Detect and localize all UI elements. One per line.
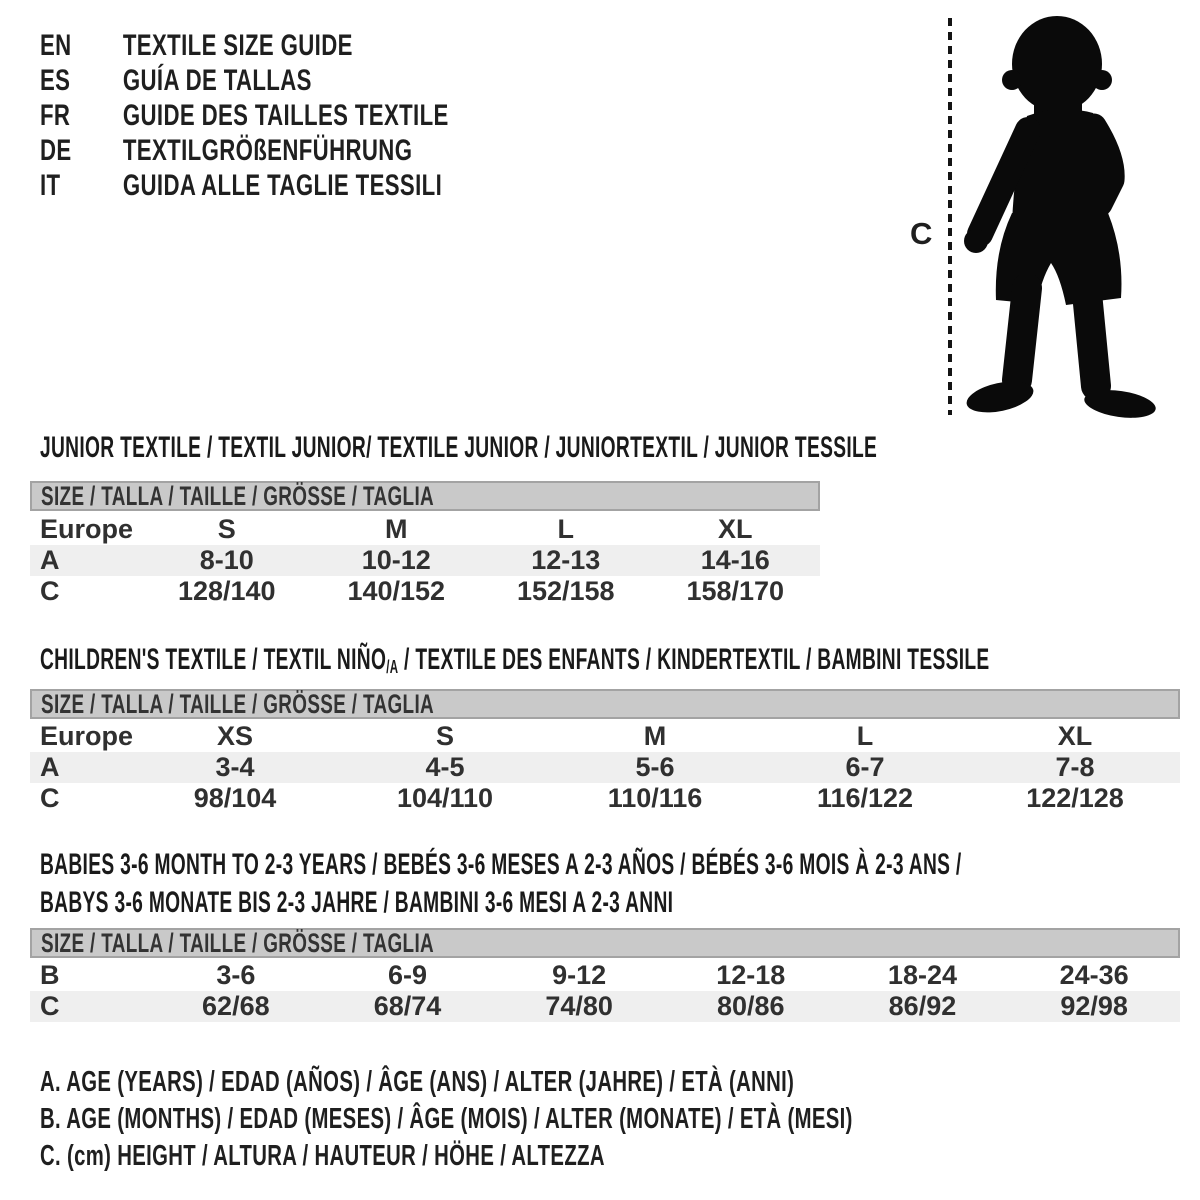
lang-code: IT [40,169,61,202]
table-row-age-months [30,960,1180,991]
lang-code: EN [40,29,72,62]
lang-title: GUIDA ALLE TAGLIE TESSILI [122,169,443,202]
size-cell: 14-16 [651,545,821,576]
size-cell: 3-4 [130,752,340,783]
lang-title: GUÍA DE TALLAS [122,64,312,97]
table-row-europe [30,721,1180,752]
section-title-text: CHILDREN'S TEXTILE / TEXTIL NIÑO/A / TEXTILE DES ENFANTS / KINDERTEXTIL / BAMBINI TESSILE [40,643,990,677]
babies-size-table [30,960,1180,1022]
size-cell: 12-18 [716,960,786,990]
size-cell: 10-12 [312,545,482,576]
title-subscript: /A [386,656,399,677]
section-title-text: JUNIOR TEXTILE / TEXTIL JUNIOR/ TEXTILE JUNIOR / JUNIORTEXTIL / JUNIOR TESSILE [40,431,878,464]
size-cell: 4-5 [340,752,550,783]
lang-code: DE [40,134,72,167]
size-cell: 140/152 [347,576,446,606]
size-cell: 104/110 [396,783,494,813]
toddler-figure [900,8,1170,423]
junior-size-table [30,514,820,607]
size-cell: 80/86 [665,991,837,1022]
lang-code: ES [40,64,71,97]
size-cell: S [435,721,454,751]
height-label-c: C [910,216,933,251]
lang-row-en [40,28,592,63]
table-row-age-years [30,752,1180,783]
size-cell: 98/104 [193,783,277,813]
size-cell: M [643,721,667,751]
size-cell: 158/170 [686,576,785,606]
size-cell: 62/68 [150,991,322,1022]
size-header-label: SIZE / TALLA / TAILLE / GRÖSSE / TAGLIA [41,928,435,958]
row-label: C [40,783,60,813]
lang-title: TEXTILGRÖßENFÜHRUNG [122,134,413,167]
size-cell: 74/80 [493,991,665,1022]
row-label: B [40,960,60,990]
size-cell: 86/92 [837,991,1009,1022]
row-label: C [30,991,150,1022]
section-title-line2: BABYS 3-6 MONATE BIS 2-3 JAHRE / BAMBINI 3-6 MESI A 2-3 ANNI [40,886,674,919]
table-row-height [30,783,1180,814]
section-title-babies [40,846,1200,922]
size-cell: L [557,514,574,544]
row-label: A [30,545,142,576]
size-header-label: SIZE / TALLA / TAILLE / GRÖSSE / TAGLIA [41,689,435,719]
lang-row-it [40,168,592,203]
size-cell: 24-36 [1059,960,1129,990]
legend-line-a: A. AGE (YEARS) / EDAD (AÑOS) / ÂGE (ANS) / ALTER (JAHRE) / ETÀ (ANNI) [40,1066,795,1098]
table-row-height [30,576,820,607]
language-title-list [40,28,592,203]
size-cell: 116/122 [816,783,914,813]
row-label: C [40,576,60,606]
measurement-legend [40,1064,1200,1175]
size-cell: 6-9 [387,960,427,990]
table-row-height [30,991,1180,1022]
row-label: A [30,752,130,783]
toddler-silhouette [964,16,1158,422]
size-cell: 110/116 [607,783,703,813]
row-label: Europe [40,721,134,751]
size-cell: 12-13 [481,545,651,576]
section-title-junior [40,433,1200,463]
lang-row-es [40,63,592,98]
size-cell: M [385,514,408,544]
size-cell: S [217,514,236,544]
size-cell: 9-12 [552,960,607,990]
size-cell: 3-6 [216,960,256,990]
size-header-bar [30,481,820,511]
size-header-label: SIZE / TALLA / TAILLE / GRÖSSE / TAGLIA [41,481,435,511]
legend-line-c: C. (cm) HEIGHT / ALTURA / HAUTEUR / HÖHE / ALTEZZA [40,1140,605,1172]
size-cell: XS [216,721,254,751]
size-header-bar [30,928,1180,958]
lang-code: FR [40,99,71,132]
size-cell: 128/140 [177,576,276,606]
row-label: Europe [40,514,134,544]
size-cell: L [856,721,874,751]
size-cell: 122/128 [1026,783,1124,813]
children-size-table [30,721,1180,814]
section-title-children [40,645,1200,678]
size-header-bar [30,689,1180,719]
size-cell: XL [1057,721,1093,751]
size-cell: 152/158 [516,576,615,606]
size-cell: 18-24 [887,960,957,990]
size-cell: 5-6 [550,752,760,783]
table-row-europe [30,514,820,545]
size-cell: 6-7 [760,752,970,783]
lang-title: GUIDE DES TAILLES TEXTILE [122,99,449,132]
lang-row-fr [40,98,592,133]
size-cell: 7-8 [970,752,1180,783]
size-cell: XL [717,514,753,544]
table-row-age-years [30,545,820,576]
section-title-line1: BABIES 3-6 MONTH TO 2-3 YEARS / BEBÉS 3-6 MESES A 2-3 AÑOS / BÉBÉS 3-6 MOIS À 2-3 ANS / [40,848,962,881]
lang-title: TEXTILE SIZE GUIDE [122,29,353,62]
size-cell: 92/98 [1008,991,1180,1022]
legend-line-b: B. AGE (MONTHS) / EDAD (MESES) / ÂGE (MOIS) / ALTER (MONATE) / ETÀ (MESI) [40,1103,853,1135]
size-cell: 68/74 [322,991,494,1022]
lang-row-de [40,133,592,168]
size-cell: 8-10 [142,545,312,576]
